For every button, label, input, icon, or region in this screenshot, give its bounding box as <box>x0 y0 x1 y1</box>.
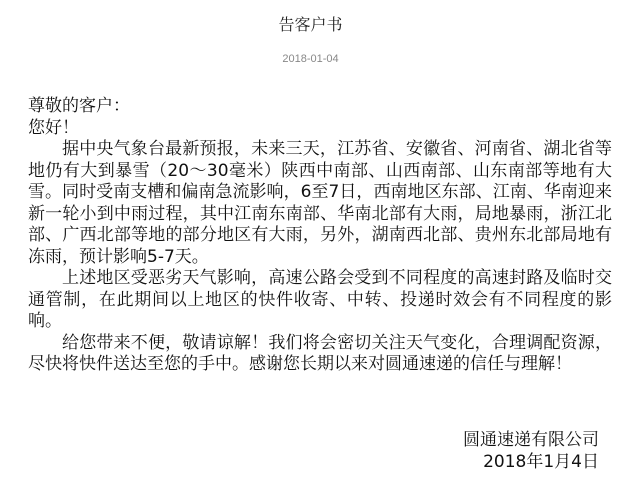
salutation: 尊敬的客户： <box>28 96 130 116</box>
signature-company: 圆通速递有限公司 <box>463 430 599 450</box>
paragraph-delivery-impact: 上述地区受恶劣天气影响，高速公路会受到不同程度的高速封路及临时交通管制，在此期间以上地区的快件收寄、中转、投递时效会有不同程度的影响。 <box>28 268 612 331</box>
notice-date: 2018-01-04 <box>282 53 339 65</box>
paragraph-apology: 给您带来不便，敬请谅解！我们将会密切关注天气变化，合理调配资源，尽快将快件送达至您的手中。感谢您长期以来对圆通速递的信任与理解！ <box>28 332 612 374</box>
greeting: 您好！ <box>28 117 79 138</box>
paragraph-weather-forecast: 据中央气象台最新预报，未来三天，江苏省、安徽省、河南省、湖北省等地仍有大到暴雪（20～30毫米）陕西中南部、山西南部、山东南部等地有大雪。同时受南支槽和偏南急流影响，6至7日，西南地区东部、江南、华南迎来新一轮小到中雨过程，其中江南东南部、华南北部有大雨，局地暴雨，浙江北部、广西北部等地的部分地区有大雨，另外，湖南西北部、贵州东北部局地有冻雨，预计影响5-7天。 <box>28 139 612 267</box>
notice-title: 告客户书 <box>278 15 343 34</box>
notice-body <box>28 96 612 376</box>
signature-block <box>463 430 599 473</box>
signature-date: 2018年1月4日 <box>483 451 599 472</box>
